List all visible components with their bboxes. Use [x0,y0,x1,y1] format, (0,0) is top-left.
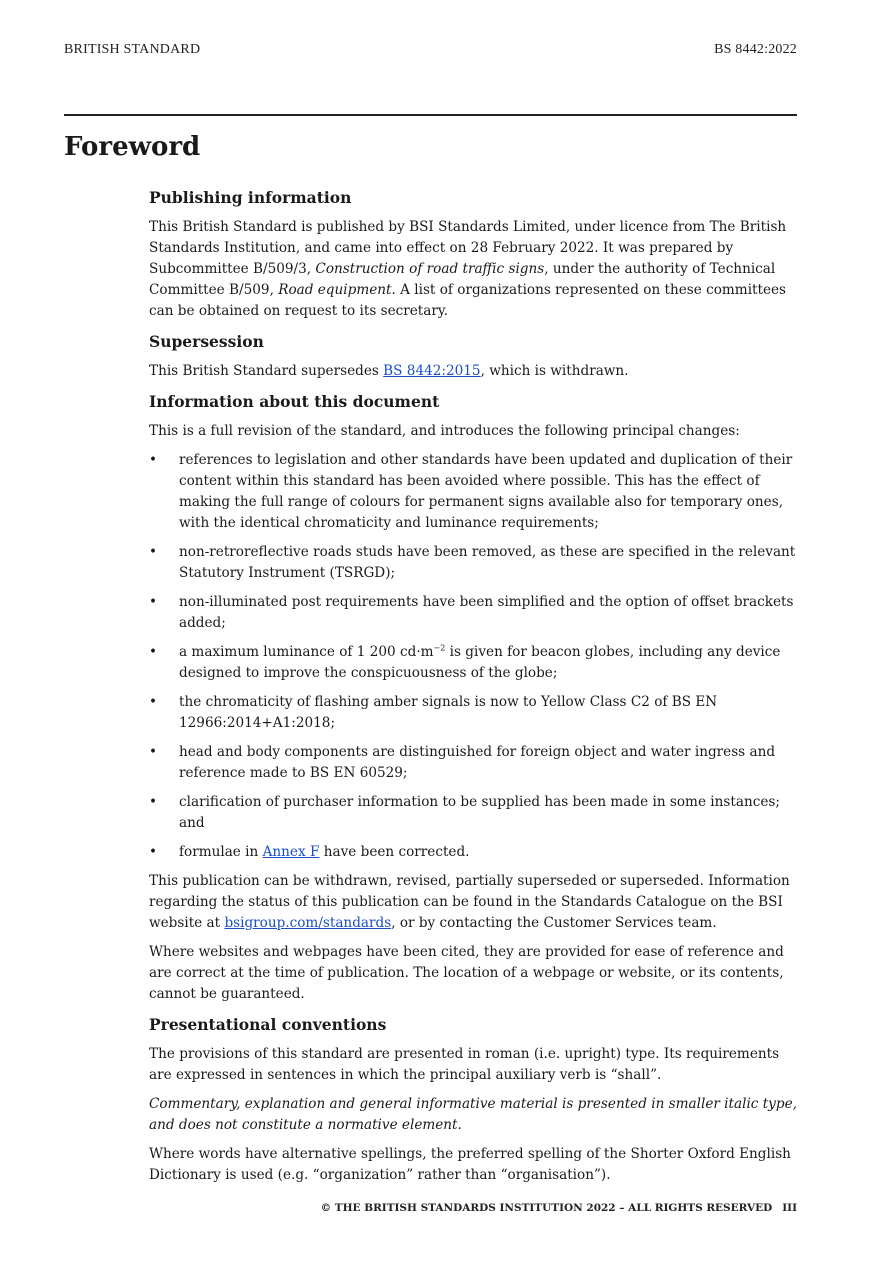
bullet: • [149,594,158,610]
unit-exponent: −2 [433,643,446,653]
bullet: • [149,452,158,468]
commentary-paragraph: Commentary, explanation and general informative material is presented in smaller italic type, and does not constitute a normative element. [149,1096,797,1133]
list-item-text: a maximum luminance of 1 200 cd·m [179,644,434,660]
status-text-after: , or by contacting the Customer Services team. [391,915,717,931]
list-item [149,742,797,784]
bullet: • [149,694,158,710]
copyright-notice: © THE BRITISH STANDARDS INSTITUTION 2022 – ALL RIGHTS RESERVED [320,1202,773,1214]
websites-paragraph: Where websites and webpages have been cited, they are provided for ease of reference and are correct at the time of publication. The location of a webpage or website, or its contents, cannot be guaranteed. [149,944,784,1002]
list-item-text: non-illuminated post requirements have been simplified and the option of offset brackets added; [179,594,794,631]
bsi-standards-link[interactable]: bsigroup.com/standards [224,915,392,931]
supersession-text-before: This British Standard supersedes [149,363,384,379]
annex-f-link[interactable]: Annex F [262,844,320,860]
status-text-before: This publication can be withdrawn, revised, partially superseded or superseded. Information regarding the status of this publication can be found in the Standards Catalogue on the BSI website at [149,873,790,931]
supersession-text-after: , which is withdrawn. [480,363,629,379]
list-item-text: the chromaticity of flashing amber signals is now to Yellow Class C2 of BS EN 12966:2014+A1:2018; [179,694,718,731]
information-intro: This is a full revision of the standard, and introduces the following principal changes: [149,423,740,439]
provisions-paragraph: The provisions of this standard are presented in roman (i.e. upright) type. Its requirements are expressed in sentences in which the principal auxiliary verb is “shall”. [149,1046,780,1083]
header-rule [64,114,797,116]
spellings-paragraph: Where words have alternative spellings, the preferred spelling of the Shorter Oxford English Dictionary is used (e.g. “organization” rather than “organisation”). [149,1146,791,1183]
publishing-heading: Publishing information [149,188,352,207]
bullet: • [149,794,158,810]
bullet: • [149,844,158,860]
page-number: III [782,1202,797,1214]
publishing-text-3: . A list of organizations represented on these committees can be obtained on request to its secretary. [149,282,787,319]
list-item-text: non-retroreflective roads studs have been removed, as these are specified in the relevant Statutory Instrument (TSRGD); [179,544,796,581]
supersession-paragraph [149,361,797,382]
header-standard-number: BS 8442:2022 [714,42,797,57]
conventions-heading: Presentational conventions [149,1015,387,1034]
list-item [149,592,797,634]
committee-name: Road equipment [278,282,392,298]
list-item [149,842,797,863]
list-item [149,792,797,834]
changes-list [149,450,797,863]
supersession-heading: Supersession [149,332,264,351]
list-item-text: clarification of purchaser information to be supplied has been made in some instances; and [179,794,780,831]
bullet: • [149,544,158,560]
list-item-text: formulae in [179,844,263,860]
list-item-text: references to legislation and other standards have been updated and duplication of their content within this standard has been avoided where possible. This has the effect of making the full range of colours for permanent signs available also for temporary ones, with the identical chromaticity and luminance requirements; [179,452,793,531]
list-item-text-rest: have been corrected. [319,844,470,860]
publishing-text-2: , under the authority of Technical Committee B/509, [149,261,776,298]
page-footer [321,1202,797,1214]
publishing-paragraph [149,217,797,322]
running-header [64,42,797,58]
list-item-text: head and body components are distinguished for foreign object and water ingress and reference made to BS EN 60529; [179,744,776,781]
list-item-text-rest: is given for beacon globes, including any device designed to improve the conspicuousness of the globe; [179,644,781,681]
information-heading: Information about this document [149,392,440,411]
list-item [149,542,797,584]
list-item [149,692,797,734]
foreword-body [149,186,797,1194]
header-left-label: BRITISH STANDARD [64,42,201,57]
bullet: • [149,644,158,660]
list-item [149,642,797,684]
superseded-standard-link[interactable]: BS 8442:2015 [383,363,481,379]
publishing-text-1: This British Standard is published by BSI Standards Limited, under licence from The British Standards Institution, and came into effect on 28 February 2022. It was prepared by Subcommittee B/509/3, [149,219,787,277]
page-title: Foreword [64,132,201,162]
list-item [149,450,797,534]
bullet: • [149,744,158,760]
subcommittee-name: Construction of road traffic signs [315,261,545,277]
status-paragraph [149,871,797,934]
